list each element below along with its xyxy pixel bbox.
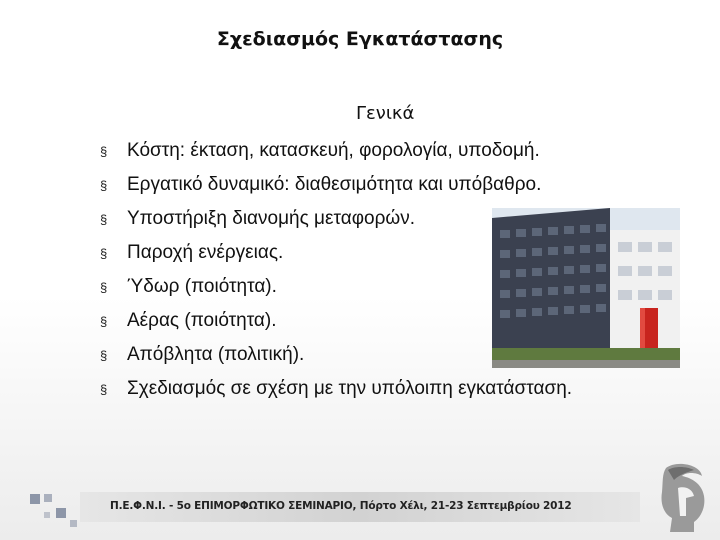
slide-subtitle: Γενικά: [356, 103, 415, 124]
bullet-text: Σχεδιασμός σε σχέση με την υπόλοιπη εγκατάσταση.: [127, 378, 573, 399]
list-item: [100, 140, 572, 174]
list-item: [100, 276, 572, 310]
bullet-text: Κόστη: έκταση, κατασκευή, φορολογία, υποδομή.: [127, 140, 540, 161]
decorative-square: [44, 512, 50, 518]
decorative-square: [44, 494, 52, 502]
bullet-text: Αέρας (ποιότητα).: [127, 310, 277, 331]
decorative-square: [70, 520, 77, 527]
list-item: [100, 310, 572, 344]
list-item: [100, 174, 572, 208]
list-item: [100, 344, 572, 378]
bullet-marker-icon: §: [100, 212, 108, 227]
list-item: [100, 208, 572, 242]
spartan-helmet-logo-icon: [656, 462, 710, 536]
bullet-text: Ύδωρ (ποιότητα).: [127, 276, 277, 297]
bullet-text: Παροχή ενέργειας.: [127, 242, 284, 263]
bullet-list: [100, 140, 572, 412]
bullet-marker-icon: §: [100, 348, 108, 363]
bullet-text: Απόβλητα (πολιτική).: [127, 344, 305, 365]
bullet-marker-icon: §: [100, 246, 108, 261]
bullet-marker-icon: §: [100, 144, 108, 159]
decorative-square: [30, 494, 40, 504]
bullet-marker-icon: §: [100, 314, 108, 329]
slide-title: Σχεδιασμός Εγκατάστασης: [216, 28, 504, 50]
bullet-text: Υποστήριξη διανομής μεταφορών.: [127, 208, 416, 229]
bullet-marker-icon: §: [100, 382, 108, 397]
bullet-text: Εργατικό δυναμικό: διαθεσιμότητα και υπόβαθρο.: [127, 174, 542, 195]
bullet-marker-icon: §: [100, 178, 108, 193]
list-item: [100, 378, 572, 412]
bullet-marker-icon: §: [100, 280, 108, 295]
decorative-square: [56, 508, 66, 518]
list-item: [100, 242, 572, 276]
footer-text: Π.Ε.Φ.Ν.Ι. - 5ο ΕΠΙΜΟΡΦΩΤΙΚΟ ΣΕΜΙΝΑΡΙΟ, Πόρτο Χέλι, 21-23 Σεπτεμβρίου 2012: [110, 500, 572, 512]
